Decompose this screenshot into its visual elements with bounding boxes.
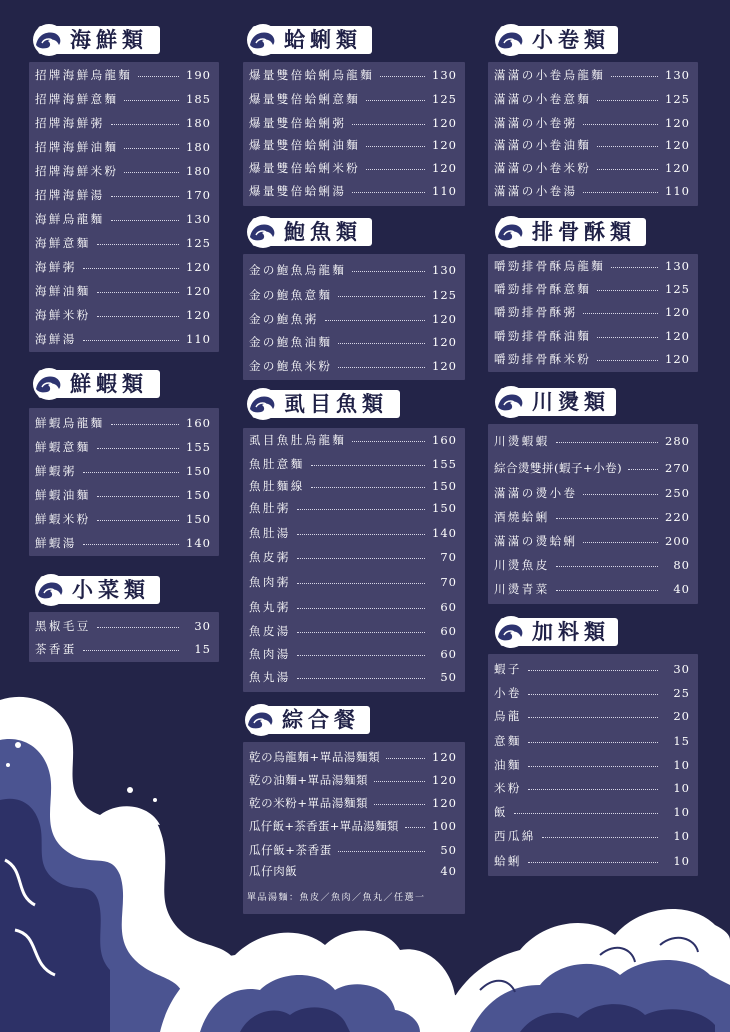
item-name: 乾の烏龍麵+單品湯麵類 <box>249 750 381 764</box>
section-title: 小菜類 <box>72 577 150 602</box>
item-price: 10 <box>673 829 690 843</box>
item-price: 160 <box>432 433 457 447</box>
section-title: 綜合餐 <box>282 707 360 732</box>
item-name: 綜合燙雙拼(蝦子+小卷) <box>494 461 623 475</box>
menu-item <box>488 731 698 751</box>
item-name: 茶香蛋 <box>35 642 77 656</box>
item-name: 魚丸湯 <box>249 670 291 684</box>
item-name: 滿滿の小卷烏龍麵 <box>494 68 606 82</box>
section-title: 川燙類 <box>532 389 610 414</box>
item-name: 瓜仔肉飯 <box>249 864 298 878</box>
item-price: 60 <box>440 600 457 614</box>
item-price: 30 <box>673 662 690 676</box>
item-name: 金の鮑魚油麵 <box>249 335 333 349</box>
menu-item <box>488 683 698 703</box>
item-name: 鮮蝦意麵 <box>35 440 91 454</box>
item-price: 70 <box>440 550 457 564</box>
item-name: 瓜仔飯+茶香蛋 <box>249 843 332 857</box>
item-name: 米粉 <box>494 781 522 795</box>
item-price: 140 <box>432 526 457 540</box>
item-name: 乾の米粉+單品湯麵類 <box>249 796 369 810</box>
item-name: 瓜仔飯+茶香蛋+單品湯麵類 <box>249 819 399 833</box>
leader-dots <box>528 717 658 718</box>
item-price: 120 <box>432 335 457 349</box>
item-name: 意麵 <box>494 734 522 748</box>
section-title: 鮮蝦類 <box>70 371 148 396</box>
item-price: 280 <box>665 434 690 448</box>
item-price: 220 <box>665 510 690 524</box>
item-name: 金の鮑魚粥 <box>249 312 319 326</box>
item-name: 西瓜綿 <box>494 829 536 843</box>
item-price: 120 <box>665 138 690 152</box>
item-name: 嚼勁排骨酥粥 <box>494 305 578 319</box>
item-name: 海鮮油麵 <box>35 284 91 298</box>
item-price: 190 <box>186 68 211 82</box>
item-price: 140 <box>186 536 211 550</box>
item-name: 魚皮湯 <box>249 624 291 638</box>
item-name: 滿滿の燙小卷 <box>494 486 578 500</box>
menu-item <box>488 778 698 798</box>
item-price: 120 <box>432 138 457 152</box>
item-name: 金の鮑魚米粉 <box>249 359 333 373</box>
item-name: 滿滿の燙蛤蜊 <box>494 534 578 548</box>
section-title: 排骨酥類 <box>532 219 636 244</box>
item-price: 15 <box>673 734 690 748</box>
item-price: 130 <box>665 259 690 273</box>
item-name: 酒燒蛤蜊 <box>494 510 550 524</box>
item-name: 爆量雙倍蛤蜊烏龍麵 <box>249 68 375 82</box>
item-price: 20 <box>673 709 690 723</box>
section-title: 海鮮類 <box>70 27 148 52</box>
item-price: 120 <box>432 796 457 810</box>
item-price: 80 <box>673 558 690 572</box>
item-name: 海鮮米粉 <box>35 308 91 322</box>
item-name: 飯 <box>494 805 508 819</box>
item-price: 150 <box>432 479 457 493</box>
item-name: 魚肚意麵 <box>249 457 305 471</box>
item-price: 100 <box>432 819 457 833</box>
leader-dots <box>528 694 658 695</box>
item-name: 鮮蝦米粉 <box>35 512 91 526</box>
item-price: 250 <box>665 486 690 500</box>
item-price: 120 <box>665 329 690 343</box>
item-name: 爆量雙倍蛤蜊米粉 <box>249 161 361 175</box>
item-name: 滿滿の小卷粥 <box>494 116 578 130</box>
item-price: 10 <box>673 781 690 795</box>
item-price: 130 <box>432 68 457 82</box>
item-price: 155 <box>186 440 211 454</box>
item-price: 40 <box>440 864 457 878</box>
item-price: 120 <box>665 352 690 366</box>
item-name: 招牌海鮮米粉 <box>35 164 119 178</box>
leader-dots <box>528 862 658 863</box>
item-price: 180 <box>186 164 211 178</box>
item-price: 160 <box>186 416 211 430</box>
section-title: 鮑魚類 <box>284 219 362 244</box>
item-name: 海鮮湯 <box>35 332 77 346</box>
item-name: 滿滿の小卷意麵 <box>494 92 592 106</box>
item-name: 滿滿の小卷湯 <box>494 184 578 198</box>
item-name: 爆量雙倍蛤蜊油麵 <box>249 138 361 152</box>
item-price: 50 <box>440 670 457 684</box>
item-price: 110 <box>186 332 211 346</box>
item-price: 120 <box>665 116 690 130</box>
item-price: 180 <box>186 140 211 154</box>
item-price: 270 <box>665 461 690 475</box>
item-name: 烏龍 <box>494 709 522 723</box>
menu-panel <box>488 654 698 876</box>
item-price: 120 <box>432 161 457 175</box>
item-price: 70 <box>440 575 457 589</box>
menu-item <box>488 706 698 726</box>
item-name: 招牌海鮮油麵 <box>35 140 119 154</box>
menu-item <box>488 755 698 775</box>
item-price: 125 <box>186 236 211 250</box>
section-header <box>500 618 618 646</box>
leader-dots <box>528 670 658 671</box>
item-price: 15 <box>194 642 211 656</box>
item-name: 黑椒毛豆 <box>35 619 91 633</box>
item-name: 乾の油麵+單品湯麵類 <box>249 773 369 787</box>
item-name: 嚼勁排骨酥米粉 <box>494 352 592 366</box>
menu-item <box>488 826 698 846</box>
leader-dots <box>528 766 658 767</box>
item-name: 招牌海鮮烏龍麵 <box>35 68 133 82</box>
item-name: 魚肉粥 <box>249 575 291 589</box>
item-name: 川燙魚皮 <box>494 558 550 572</box>
menu-item <box>488 802 698 822</box>
item-name: 蛤蜊 <box>494 854 522 868</box>
section-title: 小卷類 <box>532 27 610 52</box>
menu-item <box>488 659 698 679</box>
wave-icon <box>494 615 528 649</box>
item-price: 120 <box>432 116 457 130</box>
item-name: 爆量雙倍蛤蜊湯 <box>249 184 347 198</box>
item-price: 120 <box>186 308 211 322</box>
item-price: 110 <box>665 184 690 198</box>
item-price: 120 <box>432 359 457 373</box>
item-name: 川燙青菜 <box>494 582 550 596</box>
item-price: 185 <box>186 92 211 106</box>
leader-dots <box>528 742 658 743</box>
item-name: 川燙蝦蝦 <box>494 434 550 448</box>
item-price: 130 <box>665 68 690 82</box>
item-price: 60 <box>440 624 457 638</box>
item-name: 海鮮意麵 <box>35 236 91 250</box>
item-name: 滿滿の小卷米粉 <box>494 161 592 175</box>
item-price: 10 <box>673 805 690 819</box>
leader-dots <box>542 837 658 838</box>
item-name: 海鮮烏龍麵 <box>35 212 105 226</box>
item-price: 50 <box>440 843 457 857</box>
item-name: 滿滿の小卷油麵 <box>494 138 592 152</box>
item-price: 120 <box>432 312 457 326</box>
item-name: 海鮮粥 <box>35 260 77 274</box>
section-title: 加料類 <box>532 619 610 644</box>
item-price: 125 <box>665 282 690 296</box>
item-name: 魚肚麵線 <box>249 479 305 493</box>
item-name: 嚼勁排骨酥油麵 <box>494 329 592 343</box>
item-price: 120 <box>665 305 690 319</box>
item-name: 魚皮粥 <box>249 550 291 564</box>
item-price: 125 <box>432 288 457 302</box>
item-price: 125 <box>432 92 457 106</box>
item-name: 魚肚粥 <box>249 501 291 515</box>
item-name: 魚肚湯 <box>249 526 291 540</box>
item-name: 招牌海鮮粥 <box>35 116 105 130</box>
leader-dots <box>528 789 658 790</box>
combo-note: 單品湯麵：魚皮／魚肉／魚丸／任選一 <box>247 893 426 903</box>
item-name: 油麵 <box>494 758 522 772</box>
item-price: 40 <box>673 582 690 596</box>
item-price: 120 <box>432 773 457 787</box>
item-price: 180 <box>186 116 211 130</box>
item-price: 150 <box>186 464 211 478</box>
item-price: 150 <box>432 501 457 515</box>
item-name: 魚丸粥 <box>249 600 291 614</box>
item-name: 招牌海鮮意麵 <box>35 92 119 106</box>
item-price: 30 <box>194 619 211 633</box>
item-name: 嚼勁排骨酥意麵 <box>494 282 592 296</box>
item-price: 120 <box>432 750 457 764</box>
item-price: 10 <box>673 854 690 868</box>
item-name: 爆量雙倍蛤蜊粥 <box>249 116 347 130</box>
section-title: 虱目魚類 <box>284 391 388 416</box>
item-price: 130 <box>186 212 211 226</box>
item-price: 25 <box>673 686 690 700</box>
item-price: 120 <box>186 260 211 274</box>
item-price: 125 <box>665 92 690 106</box>
item-price: 200 <box>665 534 690 548</box>
item-price: 155 <box>432 457 457 471</box>
item-name: 鮮蝦粥 <box>35 464 77 478</box>
leader-dots <box>514 813 658 814</box>
item-price: 150 <box>186 512 211 526</box>
item-price: 60 <box>440 647 457 661</box>
item-name: 虱目魚肚烏龍麵 <box>249 433 347 447</box>
item-name: 鮮蝦油麵 <box>35 488 91 502</box>
item-name: 金の鮑魚烏龍麵 <box>249 263 347 277</box>
item-price: 150 <box>186 488 211 502</box>
item-name: 爆量雙倍蛤蜊意麵 <box>249 92 361 106</box>
item-price: 170 <box>186 188 211 202</box>
item-name: 金の鮑魚意麵 <box>249 288 333 302</box>
section-title: 蛤蜊類 <box>284 27 362 52</box>
item-price: 120 <box>186 284 211 298</box>
item-price: 120 <box>665 161 690 175</box>
item-name: 鮮蝦烏龍麵 <box>35 416 105 430</box>
item-price: 130 <box>432 263 457 277</box>
item-name: 魚肉湯 <box>249 647 291 661</box>
menu-item <box>488 851 698 871</box>
item-name: 鮮蝦湯 <box>35 536 77 550</box>
item-name: 蝦子 <box>494 662 522 676</box>
item-price: 10 <box>673 758 690 772</box>
item-name: 招牌海鮮湯 <box>35 188 105 202</box>
item-name: 嚼勁排骨酥烏龍麵 <box>494 259 606 273</box>
item-price: 110 <box>432 184 457 198</box>
item-name: 小卷 <box>494 686 522 700</box>
